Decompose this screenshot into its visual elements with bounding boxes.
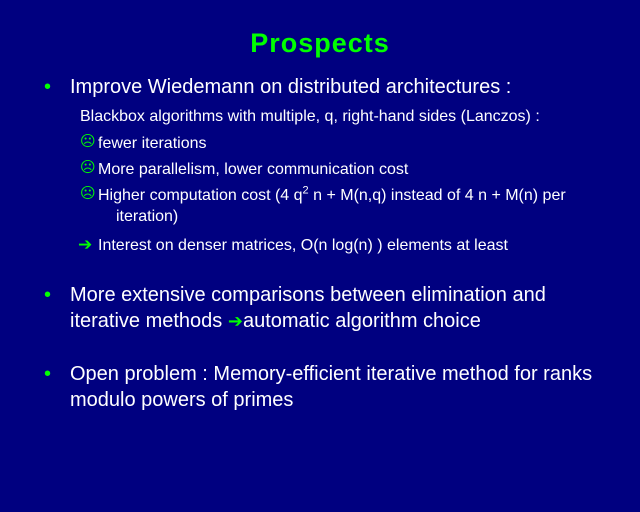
bullet-item-3-label: Open problem : Memory-efficient iterative method for ranks modulo powers of primes (70, 363, 593, 411)
frowning-face-icon: ☹ (80, 158, 96, 176)
bullet-dot-icon: • (44, 76, 52, 98)
bullet-item-1 (36, 74, 616, 100)
sub-bullet-1-label: fewer iterations (98, 135, 207, 152)
frowning-face-icon: ☹ (80, 132, 96, 150)
bullet-item-3 (36, 361, 616, 413)
sub-bullet-2 (36, 159, 616, 180)
slide-body (36, 74, 616, 417)
sub-bullet-3-exponent: 2 (302, 184, 309, 197)
bullet-dot-icon: • (44, 284, 52, 306)
bullet-dot-icon: • (44, 363, 52, 385)
slide-title: Prospects (250, 28, 390, 58)
bullet-item-2-label (70, 284, 546, 332)
sub-bullet-1 (36, 133, 616, 154)
sub-bullet-3-text-b: n + M(n,q) instead of 4 n + M(n) per iteration) (116, 187, 566, 225)
sub-bullet-3-text-a: Higher computation cost (4 q (98, 187, 303, 204)
bullet-item-2 (36, 282, 616, 335)
sub-bullet-4 (36, 235, 616, 256)
sub-bullet-3 (36, 185, 616, 227)
spacer (36, 339, 616, 361)
sub-bullet-4-label: Interest on denser matrices, O(n log(n) ) elements at least (98, 237, 508, 254)
bullet-item-2-text-b: automatic algorithm choice (242, 310, 481, 332)
sub-bullet-3-label (98, 185, 616, 227)
sub-bullet-2-label: More parallelism, lower communication cost (98, 161, 409, 178)
spacer (36, 256, 616, 282)
bullet-item-1-subtitle: Blackbox algorithms with multiple, q, right-hand sides (Lanczos) : (80, 108, 540, 125)
bullet-item-1-label: Improve Wiedemann on distributed architectures : (70, 76, 512, 98)
bullet-item-2-text-a: More extensive comparisons between elimination and iterative methods (70, 284, 546, 332)
arrow-right-icon: ➔ (227, 311, 243, 332)
frowning-face-icon: ☹ (80, 184, 96, 202)
arrow-right-icon: ➔ (78, 235, 93, 255)
